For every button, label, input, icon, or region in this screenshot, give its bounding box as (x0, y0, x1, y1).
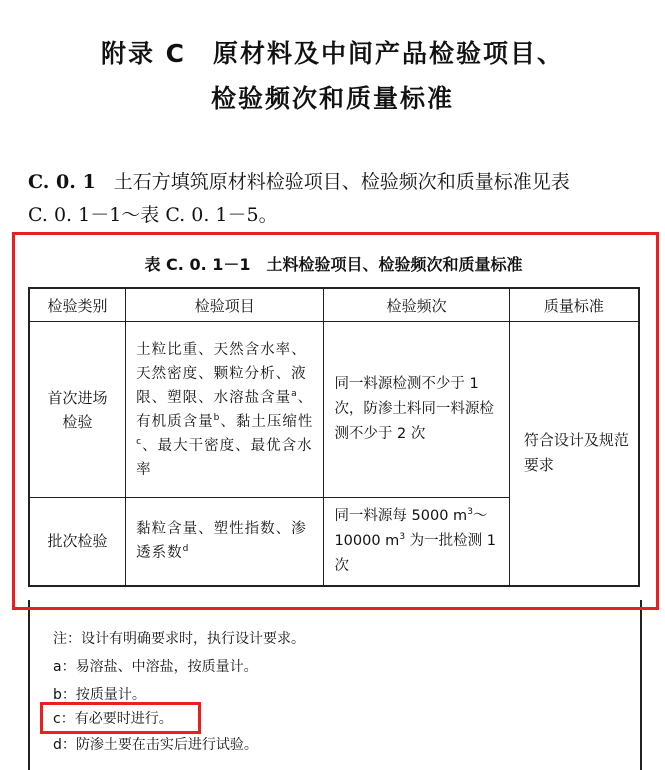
note-general: 注：设计有明确要求时，执行设计要求。 (53, 631, 305, 647)
appendix-title-line2: 检验频次和质量标准 (210, 84, 454, 113)
row1-items: 土粒比重、天然含水率、天然密度、颗粒分析、液限、塑限、水溶盐含量$^a$、有机质含量$^b$、黏土压缩性$^c$、最大干密度、最优含水率 (126, 322, 324, 498)
header-category: 检验类别 (29, 288, 126, 322)
intro-text-line2: C. 0. 1－1～表 C. 0. 1－5。 (28, 204, 278, 226)
row2-frequency: 同一料源每 5000 $m^3\sim$ 10000 $m^3$ 为一批检测 1 次 (324, 498, 509, 586)
header-standard: 质量标准 (509, 288, 639, 322)
note-c-highlight-box (40, 702, 201, 734)
row2-items: 黏粒含量、塑性指数、渗透系数$^d$ (126, 498, 324, 586)
note-b: b：按质量计。 (53, 687, 146, 703)
row1-category: 首次进场 检验 (29, 322, 126, 498)
intro-text-line1: 土石方填筑原材料检验项目、检验频次和质量标准见表 (113, 171, 570, 193)
row1-frequency: 同一料源检测不少于 1 次，防渗土料同一料源检测不少于 2 次 (324, 322, 509, 498)
quality-standard: 符合设计及规范要求 (509, 322, 639, 586)
table-caption: 表 C. 0. 1－1 土料检验项目、检验频次和质量标准 (144, 255, 523, 274)
header-items: 检验项目 (126, 288, 324, 322)
header-frequency: 检验频次 (324, 288, 509, 322)
table-highlight-box (12, 232, 659, 610)
note-a: a：易溶盐、中溶盐，按质量计。 (53, 659, 258, 675)
clause-number: C. 0. 1 (28, 171, 96, 193)
appendix-title-line1: 附录 C 原材料及中间产品检验项目、 (100, 39, 565, 68)
note-d: d：防渗土要在击实后进行试验。 (53, 737, 258, 753)
row2-category: 批次检验 (29, 498, 126, 586)
note-c: c：有必要时进行。 (53, 711, 173, 727)
intro-paragraph (28, 166, 648, 232)
